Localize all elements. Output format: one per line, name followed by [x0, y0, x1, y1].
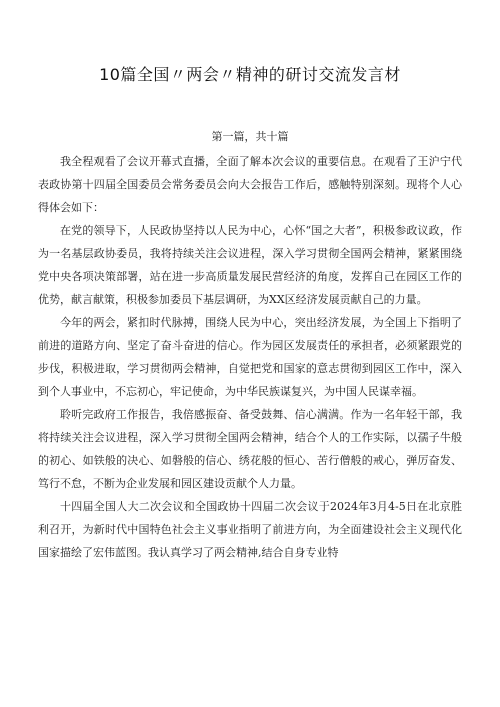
paragraph-5: 十四届全国人大二次会议和全国政协十四届二次会议于2024年3月4-5日在北京胜利召开，为新时代中国特色社会主义事业指明了前进方向，为全面建设社会主义现代化国家描绘了宏伟蓝图。我认真学习了两会精神,结合自身专业特 [38, 500, 462, 559]
paragraph-3: 今年的两会，紧扣时代脉搏，围绕人民为中心，突出经济发展，为全国上下指明了前进的道路方向、坚定了奋斗奋进的信心。作为园区发展责任的承担者，必须紧跟党的步伐，积极进取，学习贯彻两会精神，自觉把党和国家的意志贯彻到园区工作中，深入到个人事业中，不忘初心，牢记使命，为中华民族谋复兴，为中国人民谋幸福。 [38, 316, 462, 398]
paragraph-4: 聆听完政府工作报告，我倍感振奋、备受鼓舞、信心满满。作为一名年轻干部，我将持续关注会议进程，深入学习贯彻全国两会精神，结合个人的工作实际，以孺子牛般的初心、如铁般的决心、如磐般的信心、绣花般的恒心、苦行僧般的戒心，弹厉奋发、笃行不怠，不断为企业发展和园区建设贡献个人力量。 [38, 408, 462, 490]
document-body [38, 150, 462, 564]
paragraph-1: 我全程观看了会议开幕式直播，全面了解本次会议的重要信息。在观看了王沪宁代表政协第十四届全国委员会常务委员会向大会报告工作后，感触特别深刻。现将个人心得体会如下： [38, 155, 462, 214]
paragraph-2: 在党的领导下，人民政协坚持以人民为中心，心怀“国之大者”，积极参政议政，作为一名基层政协委员，我将持续关注会议进程，深入学习贯彻全国两会精神，紧紧围绕党中央各项决策部署，站在进一步高质量发展民营经济的角度，发挥自己在园区工作的优势，献言献策，积极参加委员下基层调研，为XX区经济发展贡献自己的力量。 [38, 224, 462, 306]
document-title: 10篇全国〃两会〃精神的研讨交流发言材 [99, 65, 401, 84]
section-heading: 第一篇，共十篇 [211, 130, 289, 143]
